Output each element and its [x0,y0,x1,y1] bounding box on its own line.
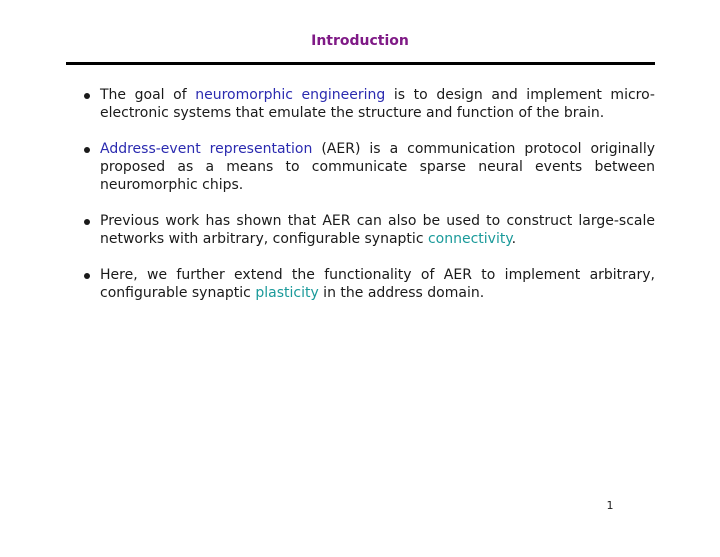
keyword-address-event-representation: Address-event representation [100,141,313,157]
bullet-dot-icon [84,273,90,279]
bullet-dot-icon [84,93,90,99]
bullet-text: is to design and implement micro-electronic systems that emulate the structure and function of the brain. [100,87,655,121]
title-divider [66,62,655,65]
bullet-text: Previous work has shown that AER can also be used to construct large-scale networks with arbitrary, configurable synaptic [100,213,655,247]
bullet-list [83,86,655,320]
bullet-item-plasticity [83,266,655,302]
bullet-dot-icon [84,147,90,153]
bullet-item-previous-work [83,212,655,248]
keyword-plasticity: plasticity [255,285,319,301]
slide-title: Introduction [311,33,409,49]
bullet-item-neuromorphic-goal [83,86,655,122]
bullet-text: in the address domain. [318,285,485,301]
keyword-neuromorphic-engineering: neuromorphic engineering [195,87,386,103]
keyword-connectivity: connectivity [427,231,512,247]
bullet-text: The goal of [100,87,196,103]
bullet-dot-icon [84,219,90,225]
bullet-item-aer [83,140,655,194]
page-number: 1 [606,499,614,512]
bullet-text: Here, we further extend the functionality of AER to implement arbitrary, configurable synaptic [100,267,655,301]
bullet-text: (AER) is a communication protocol originally proposed as a means to communicate sparse neural events between neuromorphic chips. [100,141,655,193]
bullet-text: . [511,231,517,247]
